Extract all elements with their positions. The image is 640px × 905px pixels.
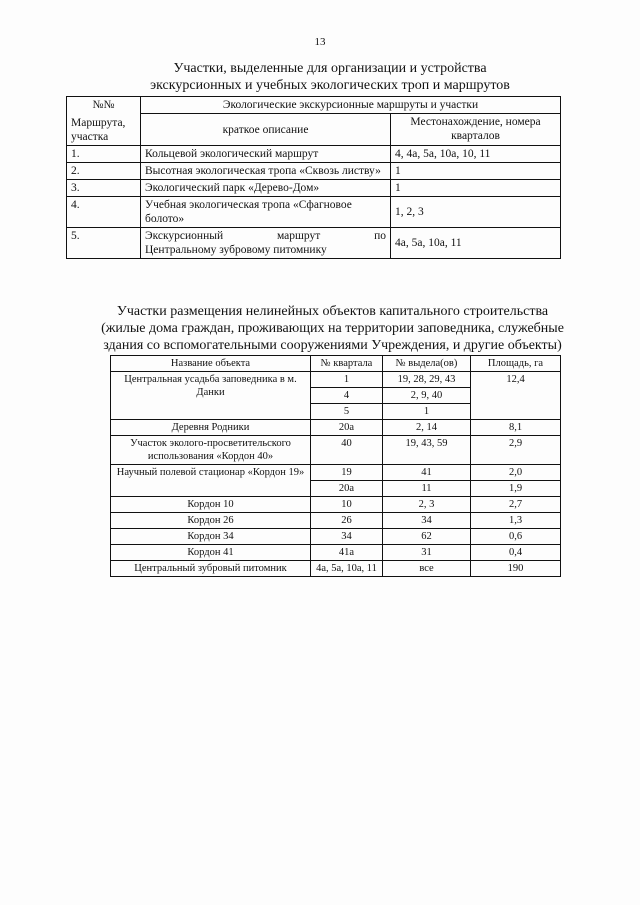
section2-title [60, 303, 605, 354]
object-vydel: 2, 9, 40 [383, 388, 471, 404]
route-description-line2: Центральному зубровому питомнику [145, 244, 327, 256]
object-vydel: 31 [383, 545, 471, 561]
object-kvartal: 41а [311, 545, 383, 561]
object-kvartal: 10 [311, 497, 383, 513]
object-vydel: 11 [383, 481, 471, 497]
object-kvartal: 40 [311, 436, 383, 465]
table-row [111, 529, 561, 545]
route-number: 1. [67, 146, 141, 163]
section2-title-line2: (жилые дома граждан, проживающих на территории заповедника, служебные [101, 321, 564, 336]
table-row [111, 561, 561, 577]
object-kvartal: 26 [311, 513, 383, 529]
section1-title [60, 60, 600, 94]
header-kvartal: № квартала [311, 356, 383, 372]
header-group: Экологические экскурсионные маршруты и участки [141, 97, 561, 114]
object-kvartal: 5 [311, 404, 383, 420]
object-name: Кордон 26 [111, 513, 311, 529]
table-row [111, 420, 561, 436]
header-description: краткое описание [141, 114, 391, 146]
table-row [67, 228, 561, 259]
page-number: 13 [314, 36, 326, 48]
route-description: Учебная экологическая тропа «Сфагновое болото» [141, 197, 391, 228]
object-area: 0,4 [471, 545, 561, 561]
object-vydel: 19, 28, 29, 43 [383, 372, 471, 388]
route-location: 1, 2, 3 [391, 197, 561, 228]
object-area: 1,9 [471, 481, 561, 497]
route-number: 2. [67, 163, 141, 180]
object-vydel: 1 [383, 404, 471, 420]
object-vydel: 19, 43, 59 [383, 436, 471, 465]
section2-title-line1: Участки размещения нелинейных объектов капитального строительства [116, 304, 549, 319]
object-area: 0,6 [471, 529, 561, 545]
route-description: Высотная экологическая тропа «Сквозь листву» [141, 163, 391, 180]
table-row [67, 180, 561, 197]
objects-header-row [111, 356, 561, 372]
object-name: Центральный зубровый питомник [111, 561, 311, 577]
header-location: Местонахождение, номера кварталов [391, 114, 561, 146]
object-kvartal: 1 [311, 372, 383, 388]
table-row [111, 372, 561, 388]
object-name: Деревня Родники [111, 420, 311, 436]
object-name: Кордон 41 [111, 545, 311, 561]
object-vydel: все [383, 561, 471, 577]
object-kvartal: 4а, 5а, 10а, 11 [311, 561, 383, 577]
object-name: Кордон 34 [111, 529, 311, 545]
object-kvartal: 20а [311, 420, 383, 436]
table-row [111, 436, 561, 465]
section2-title-line3: здания со вспомогательными сооружениями Учреждения, и другие объекты) [103, 338, 562, 353]
object-vydel: 2, 14 [383, 420, 471, 436]
route-location: 1 [391, 180, 561, 197]
object-vydel: 62 [383, 529, 471, 545]
object-area: 2,0 [471, 465, 561, 481]
route-location: 1 [391, 163, 561, 180]
route-description-line1: Экскурсионный маршрут по [145, 230, 386, 242]
object-name: Кордон 10 [111, 497, 311, 513]
object-area: 2,9 [471, 436, 561, 465]
object-vydel: 2, 3 [383, 497, 471, 513]
table-row [67, 197, 561, 228]
route-location: 4а, 5а, 10а, 11 [391, 228, 561, 259]
route-description [141, 228, 391, 259]
header-route-number-line2: Маршрута, участка [71, 117, 126, 143]
object-area: 190 [471, 561, 561, 577]
object-name: Участок эколого-просветительского использования «Кордон 40» [111, 436, 311, 465]
objects-table [110, 355, 561, 577]
object-area: 12,4 [471, 372, 561, 420]
header-route-number [67, 97, 141, 146]
object-area: 2,7 [471, 497, 561, 513]
table-row [111, 513, 561, 529]
object-vydel: 34 [383, 513, 471, 529]
header-route-number-line1: №№ [92, 99, 115, 111]
table-row [111, 497, 561, 513]
table-row [67, 146, 561, 163]
route-location: 4, 4а, 5а, 10а, 10, 11 [391, 146, 561, 163]
header-vydel: № выдела(ов) [383, 356, 471, 372]
object-area: 1,3 [471, 513, 561, 529]
route-description: Кольцевой экологический маршрут [141, 146, 391, 163]
section1-title-line2: экскурсионных и учебных экологических троп и маршрутов [150, 78, 510, 93]
header-object-name: Название объекта [111, 356, 311, 372]
object-vydel: 41 [383, 465, 471, 481]
routes-subheader-row [67, 114, 561, 146]
table-row [67, 163, 561, 180]
routes-header-row [67, 97, 561, 114]
route-description: Экологический парк «Дерево-Дом» [141, 180, 391, 197]
section1-title-line1: Участки, выделенные для организации и устройства [173, 61, 487, 76]
table-row [111, 545, 561, 561]
route-number: 4. [67, 197, 141, 228]
object-kvartal: 20а [311, 481, 383, 497]
route-number: 5. [67, 228, 141, 259]
object-area: 8,1 [471, 420, 561, 436]
routes-table [66, 96, 561, 259]
table-row [111, 465, 561, 481]
object-kvartal: 4 [311, 388, 383, 404]
object-name: Центральная усадьба заповедника в м. Данки [111, 372, 311, 420]
object-name: Научный полевой стационар «Кордон 19» [111, 465, 311, 497]
object-kvartal: 34 [311, 529, 383, 545]
header-area: Площадь, га [471, 356, 561, 372]
object-kvartal: 19 [311, 465, 383, 481]
route-number: 3. [67, 180, 141, 197]
